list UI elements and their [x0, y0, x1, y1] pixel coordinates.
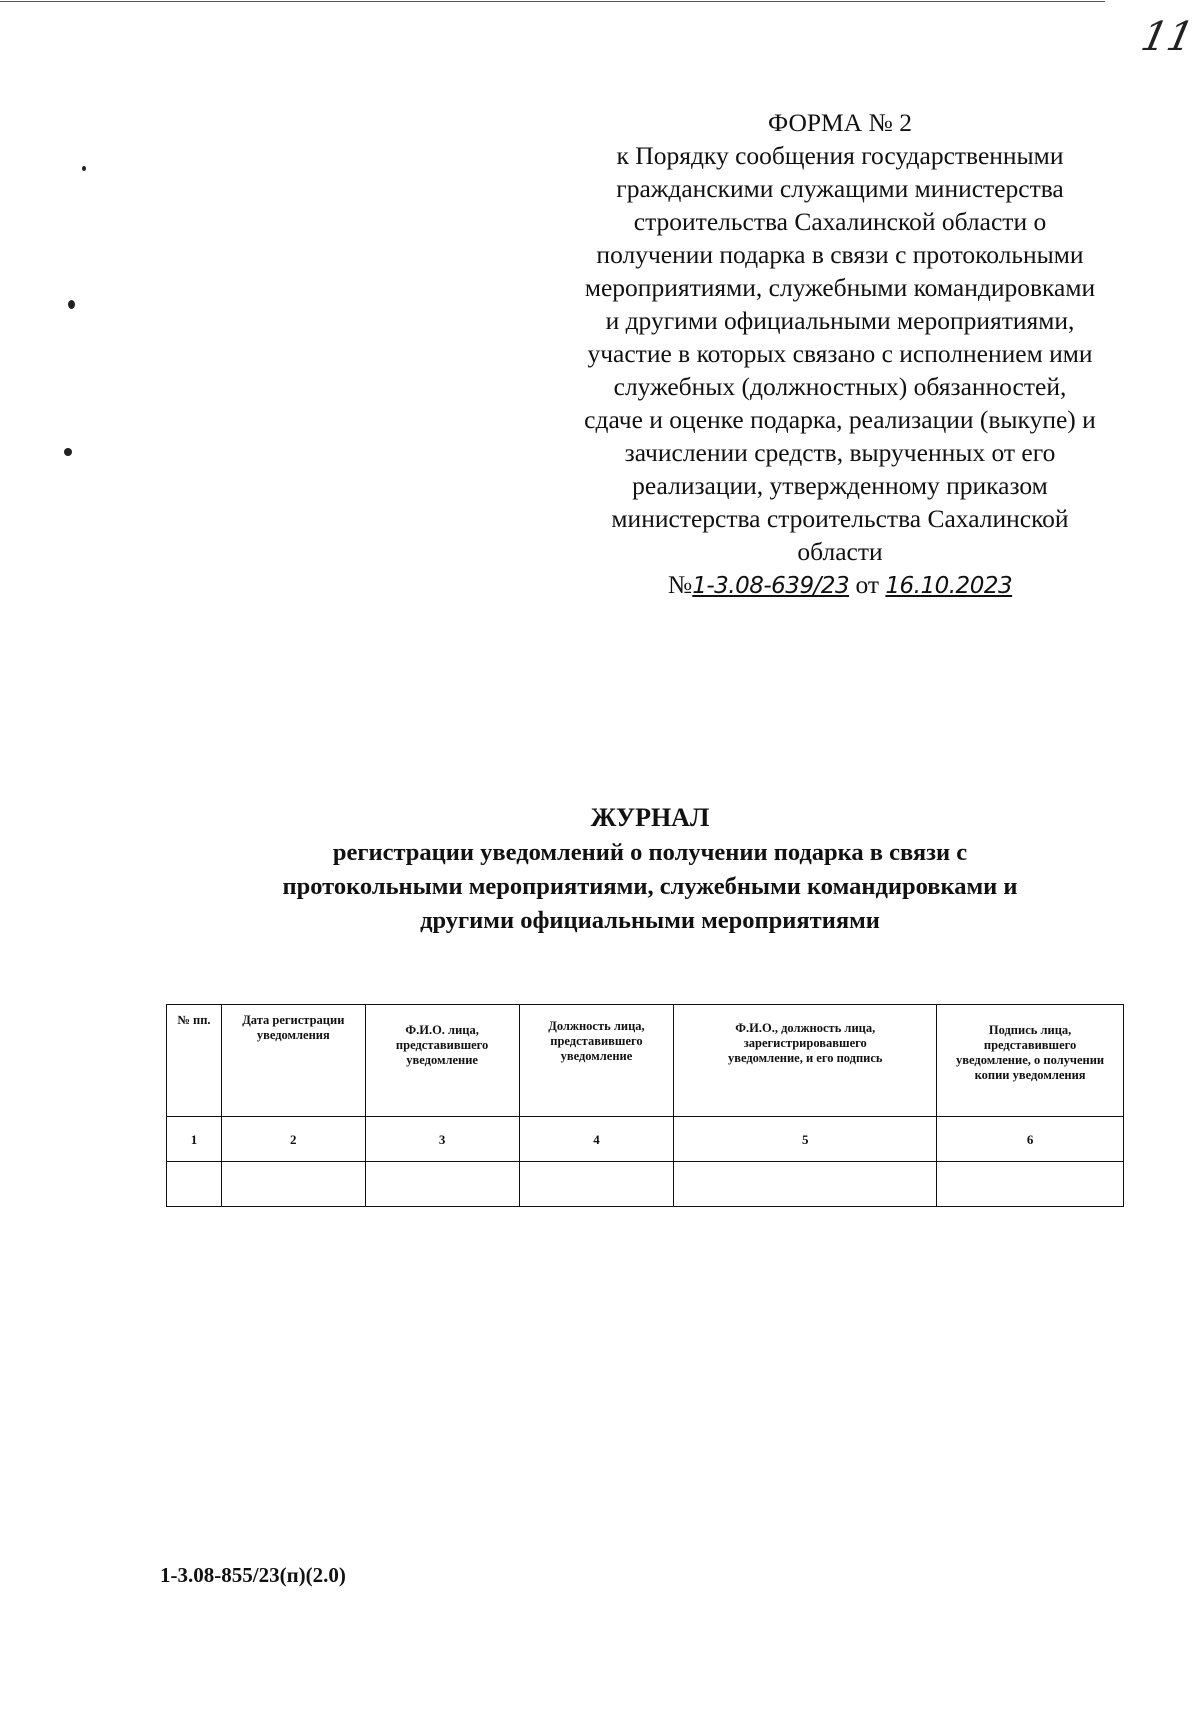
empty-cell: [221, 1162, 365, 1207]
table-row: [167, 1162, 1124, 1207]
register-table: [166, 1004, 1124, 1207]
form-header-line: сдаче и оценке подарка, реализации (выкупе) и: [584, 405, 1096, 434]
form-header-line: строительства Сахалинской области о: [633, 207, 1047, 236]
empty-cell: [167, 1162, 222, 1207]
form-header-line: мероприятиями, служебными командировками: [584, 273, 1096, 302]
form-header: [540, 106, 1140, 603]
form-header-line: и другими официальными мероприятиями,: [605, 306, 1075, 335]
column-number: 5: [674, 1117, 937, 1162]
form-header-line: служебных (должностных) обязанностей,: [613, 372, 1067, 401]
column-number: 2: [221, 1117, 365, 1162]
journal-subtitle-line: протокольными мероприятиями, служебными командировками и: [282, 873, 1018, 900]
column-number: 3: [365, 1117, 519, 1162]
journal-heading: [100, 800, 1200, 938]
form-header-line: участие в которых связано с исполнением ими: [587, 339, 1093, 368]
scan-speck: [64, 448, 72, 456]
journal-title: ЖУРНАЛ: [590, 803, 710, 832]
empty-cell: [937, 1162, 1124, 1207]
order-reference: [540, 568, 1140, 603]
order-number-handwritten: 1-3.08-639/23: [692, 573, 850, 599]
form-header-line: получении подарка в связи с протокольными: [596, 240, 1084, 269]
handwritten-page-number: 11: [1137, 14, 1198, 60]
table-row: [167, 1117, 1124, 1162]
empty-cell: [365, 1162, 519, 1207]
form-header-line: министерства строительства Сахалинской: [611, 504, 1069, 533]
form-header-line: области: [797, 537, 883, 566]
order-date-handwritten: 16.10.2023: [885, 573, 1013, 599]
journal-subtitle-line: регистрации уведомлений о получении подарка в связи с: [332, 839, 968, 866]
form-header-line: реализации, утвержденному приказом: [632, 471, 1048, 500]
journal-subtitle: [100, 836, 1200, 938]
header-cell-number: № пп.: [167, 1005, 222, 1117]
header-cell-registration-date: Дата регистрации уведомления: [221, 1005, 365, 1117]
column-number: 4: [519, 1117, 674, 1162]
table-header-row: [167, 1005, 1124, 1117]
scan-speck: [68, 300, 75, 309]
form-header-line: к Порядку сообщения государственными: [616, 141, 1064, 170]
order-number-prefix: №: [667, 570, 693, 599]
header-cell-registrar: Ф.И.О., должность лица, зарегистрировавшего уведомление, и его подпись: [674, 1005, 937, 1117]
column-number: 6: [937, 1117, 1124, 1162]
scan-speck: [82, 166, 86, 171]
header-cell-presenter-position: Должность лица, представившего уведомление: [519, 1005, 674, 1117]
empty-cell: [519, 1162, 674, 1207]
journal-subtitle-line: другими официальными мероприятиями: [420, 907, 880, 934]
form-title: ФОРМА № 2: [768, 108, 912, 137]
column-number: 1: [167, 1117, 222, 1162]
header-cell-presenter-signature: Подпись лица, представившего уведомление, о получении копии уведомления: [937, 1005, 1124, 1117]
order-date-prefix: от: [855, 570, 880, 599]
scan-top-edge-line: [0, 1, 1105, 2]
empty-cell: [674, 1162, 937, 1207]
header-cell-presenter-name: Ф.И.О. лица, представившего уведомление: [365, 1005, 519, 1117]
form-header-line: гражданскими служащими министерства: [616, 174, 1064, 203]
form-header-line: зачислении средств, вырученных от его: [624, 438, 1056, 467]
document-code: 1-3.08-855/23(п)(2.0): [160, 1563, 346, 1587]
